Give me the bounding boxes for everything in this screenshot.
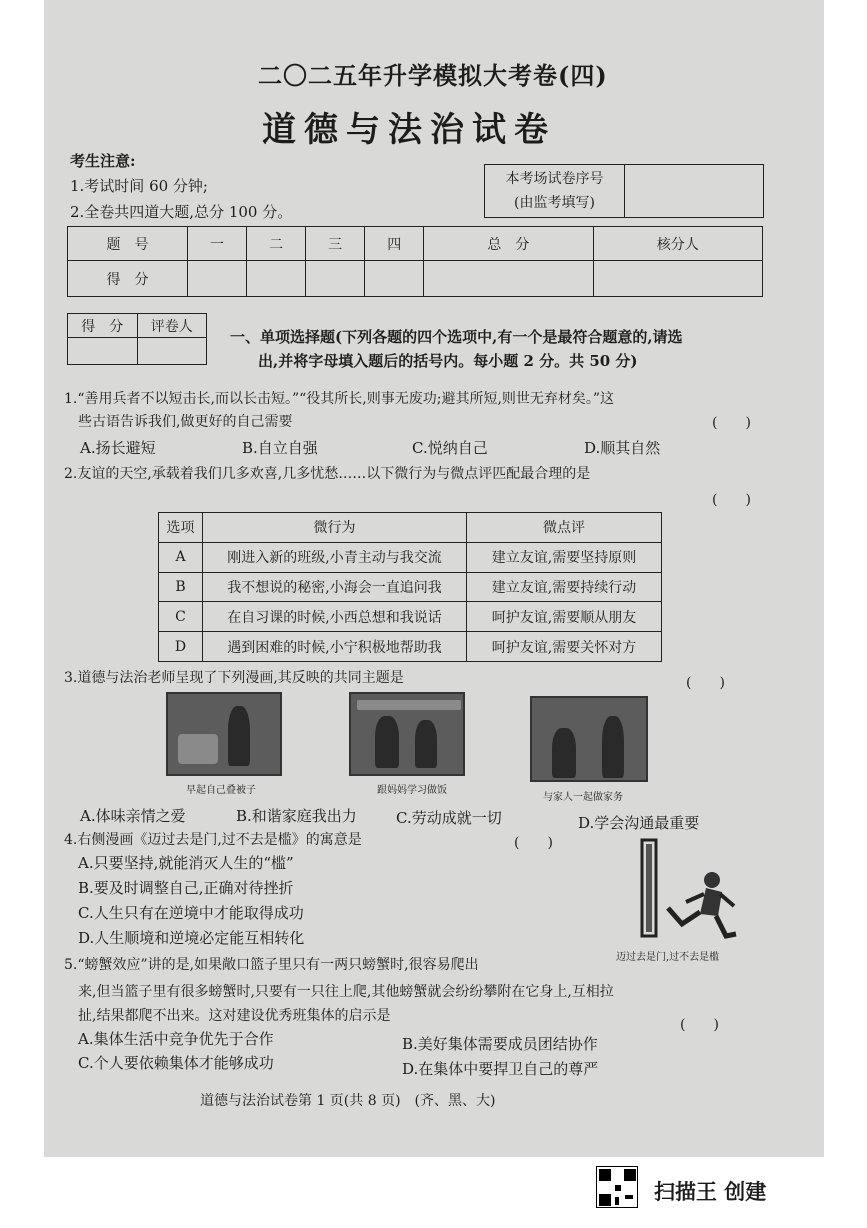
score-header-cell: 题 号 xyxy=(68,227,188,261)
scanner-brand-label: 扫描王 创建 xyxy=(654,1180,767,1204)
table-row xyxy=(159,602,662,632)
cartoon-fold-quilt-image xyxy=(166,692,282,776)
score-cell[interactable] xyxy=(247,261,306,297)
q3-option-c: C.劳动成就一切 xyxy=(396,809,502,827)
q5-option-b: B.美好集体需要成员团结协作 xyxy=(402,1035,598,1053)
score-header-cell: 核分人 xyxy=(593,227,762,261)
score-cell[interactable] xyxy=(188,261,247,297)
q2-options-table xyxy=(158,512,662,662)
table-header: 选项 xyxy=(159,513,203,543)
q1-option-b: B.自立自强 xyxy=(242,439,318,457)
table-cell-option: A xyxy=(159,542,203,572)
q4-option-c: C.人生只有在逆境中才能取得成功 xyxy=(78,904,304,922)
q4-stem: 4.右侧漫画《迈过去是门,过不去是槛》的寓意是 xyxy=(64,832,362,848)
q3-option-d: D.学会沟通最重要 xyxy=(578,814,700,832)
table-cell-behavior: 我不想说的秘密,小海会一直追问我 xyxy=(203,572,467,602)
cartoon-caption-2: 跟妈妈学习做饭 xyxy=(377,785,447,796)
table-cell-option: C xyxy=(159,602,203,632)
table-cell-behavior: 遇到困难的时候,小宁积极地帮助我 xyxy=(203,632,467,662)
table-cell-comment: 建立友谊,需要持续行动 xyxy=(467,572,662,602)
score-row-label: 得 分 xyxy=(68,261,188,297)
q1-option-c: C.悦纳自己 xyxy=(412,439,488,457)
q1-answer-paren[interactable]: ( ) xyxy=(712,415,751,431)
table-cell-comment: 呵护友谊,需要顺从朋友 xyxy=(467,602,662,632)
page-margin xyxy=(0,0,44,1157)
section-1-instructions-line1: 一、单项选择题(下列各题的四个选项中,有一个是最符合题意的,请选 xyxy=(230,328,683,346)
table-cell-comment: 呵护友谊,需要关怀对方 xyxy=(467,632,662,662)
q3-option-a: A.体味亲情之爱 xyxy=(80,807,186,825)
q5-option-a: A.集体生活中竞争优先于合作 xyxy=(78,1030,274,1048)
table-cell-comment: 建立友谊,需要坚持原则 xyxy=(467,542,662,572)
q3-option-b: B.和谐家庭我出力 xyxy=(236,807,357,825)
qr-code-icon xyxy=(596,1166,638,1208)
seat-box-label: 本考场试卷序号 xyxy=(505,171,604,187)
q1-stem-line2: 些古语告诉我们,做更好的自己需要 xyxy=(78,414,293,430)
grader-name-field[interactable] xyxy=(137,338,207,365)
section-1-instructions-line2: 出,并将字母填入题后的括号内。每小题 2 分。共 50 分) xyxy=(258,352,638,370)
q1-stem-line1: 1.“善用兵者不以短击长,而以长击短。”“役其所长,则事无废功;避其所短,则世无弃材矣。”这 xyxy=(64,391,615,407)
score-cell[interactable] xyxy=(593,261,762,297)
cartoon-caption-1: 早起自己叠被子 xyxy=(186,785,256,796)
score-header-cell: 总 分 xyxy=(424,227,593,261)
score-cell[interactable] xyxy=(306,261,365,297)
q3-answer-paren[interactable]: ( ) xyxy=(686,675,725,691)
exam-subject-title: 道德与法治试卷 xyxy=(262,110,556,150)
q4-option-b: B.要及时调整自己,正确对待挫折 xyxy=(78,879,294,897)
q2-stem: 2.友谊的天空,承载着我们几多欢喜,几多忧愁……以下微行为与微点评匹配最合理的是 xyxy=(64,466,591,482)
q5-option-c: C.个人要依赖集体才能够成功 xyxy=(78,1054,274,1072)
page-footer: 道德与法治试卷第 1 页(共 8 页) (齐、黑、大) xyxy=(200,1093,496,1109)
q4-option-a: A.只要坚持,就能消灭人生的“槛” xyxy=(78,854,294,872)
table-cell-behavior: 刚进入新的班级,小青主动与我交流 xyxy=(203,542,467,572)
score-header-cell: 二 xyxy=(247,227,306,261)
seat-number-field[interactable] xyxy=(625,165,764,218)
grader-name-label: 评卷人 xyxy=(137,314,207,338)
table-row xyxy=(159,542,662,572)
score-header-cell: 三 xyxy=(306,227,365,261)
table-row xyxy=(159,572,662,602)
cartoon-caption-3: 与家人一起做家务 xyxy=(543,792,623,803)
score-cell[interactable] xyxy=(424,261,593,297)
q4-option-d: D.人生顺境和逆境必定能互相转化 xyxy=(78,929,305,947)
cartoon-housework-image xyxy=(530,696,648,782)
table-header: 微行为 xyxy=(203,513,467,543)
notice-heading: 考生注意: xyxy=(70,152,136,170)
table-cell-option: B xyxy=(159,572,203,602)
seat-box-sublabel: (由监考填写) xyxy=(514,195,595,211)
exam-series-title: 二〇二五年升学模拟大考卷(四) xyxy=(258,61,608,90)
cartoon-cooking-image xyxy=(349,692,465,776)
q5-answer-paren[interactable]: ( ) xyxy=(680,1017,719,1033)
q5-option-d: D.在集体中要捍卫自己的尊严 xyxy=(402,1060,599,1078)
q2-answer-paren[interactable]: ( ) xyxy=(712,492,751,508)
q5-stem-line3: 扯,结果都爬不出来。这对建设优秀班集体的启示是 xyxy=(78,1008,391,1024)
score-cell[interactable] xyxy=(365,261,424,297)
grader-score-label: 得 分 xyxy=(68,314,138,338)
grader-box xyxy=(67,313,207,365)
q5-stem-line1: 5.“螃蟹效应”讲的是,如果敞口篮子里只有一两只螃蟹时,很容易爬出 xyxy=(64,957,479,973)
table-header: 微点评 xyxy=(467,513,662,543)
table-row xyxy=(159,632,662,662)
q4-answer-paren[interactable]: ( ) xyxy=(514,835,553,851)
notice-item-1: 1.考试时间 60 分钟; xyxy=(70,177,208,195)
door-cartoon-caption: 迈过去是门,过不去是槛 xyxy=(616,952,720,963)
score-header-cell: 四 xyxy=(365,227,424,261)
table-cell-option: D xyxy=(159,632,203,662)
score-table xyxy=(67,226,763,297)
score-header-cell: 一 xyxy=(188,227,247,261)
seat-number-box xyxy=(484,164,764,218)
door-threshold-cartoon xyxy=(630,836,750,942)
table-cell-behavior: 在自习课的时候,小西总想和我说话 xyxy=(203,602,467,632)
q1-option-d: D.顺其自然 xyxy=(584,439,661,457)
notice-item-2: 2.全卷共四道大题,总分 100 分。 xyxy=(70,203,293,221)
grader-score-field[interactable] xyxy=(68,338,138,365)
q5-stem-line2: 来,但当篮子里有很多螃蟹时,只要有一只往上爬,其他螃蟹就会纷纷攀附在它身上,互相拉 xyxy=(78,984,614,1000)
q1-option-a: A.扬长避短 xyxy=(80,439,156,457)
q3-stem: 3.道德与法治老师呈现了下列漫画,其反映的共同主题是 xyxy=(64,670,404,686)
